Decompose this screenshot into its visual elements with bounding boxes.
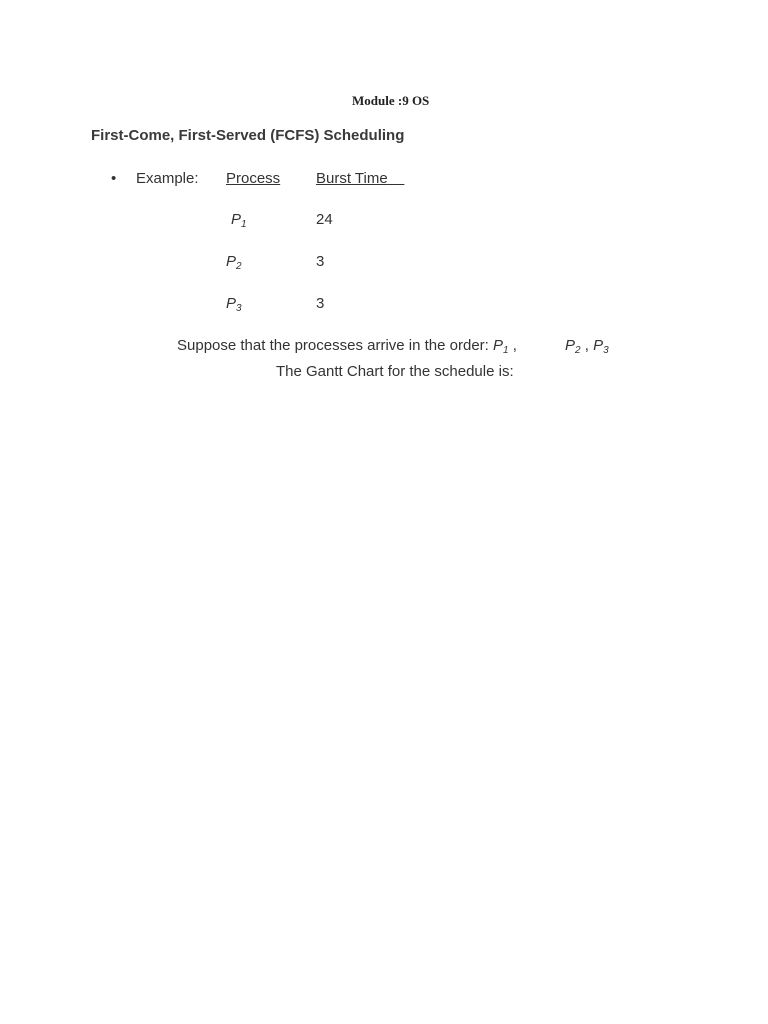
arrival-order-sentence (177, 337, 517, 356)
arrival-order-rest (565, 337, 609, 356)
order-process-1: $P_1$ (493, 337, 509, 356)
process-subscript: 2 (236, 261, 242, 272)
process-cell (231, 211, 247, 230)
arrival-order-text: Suppose that the processes arrive in the order: (177, 337, 489, 354)
burst-cell: 3 (316, 295, 325, 312)
process-cell (226, 295, 242, 314)
order-separator: , (508, 337, 517, 354)
example-label: Example: (136, 170, 199, 187)
bullet-icon: • (111, 170, 117, 187)
burst-cell: 3 (316, 253, 325, 270)
process-cell (226, 253, 242, 272)
burst-time-column-header (316, 170, 404, 187)
burst-time-header-text: Burst Time (316, 170, 388, 187)
process-subscript: 3 (236, 303, 242, 314)
order-separator: , (580, 337, 589, 354)
gantt-chart-intro: The Gantt Chart for the schedule is: (276, 363, 514, 380)
process-letter: P (226, 295, 237, 312)
order-process-2: $P_2$ (565, 337, 581, 356)
process-subscript: 1 (241, 219, 247, 230)
process-letter: P (226, 253, 237, 270)
order-process-3: $P_3$ (593, 337, 609, 356)
module-title: Module :9 OS (352, 93, 430, 108)
section-heading: First-Come, First-Served (FCFS) Scheduling (91, 127, 405, 144)
process-column-header: Process (226, 170, 281, 187)
burst-cell: 24 (316, 211, 333, 228)
process-letter: P (231, 211, 242, 228)
